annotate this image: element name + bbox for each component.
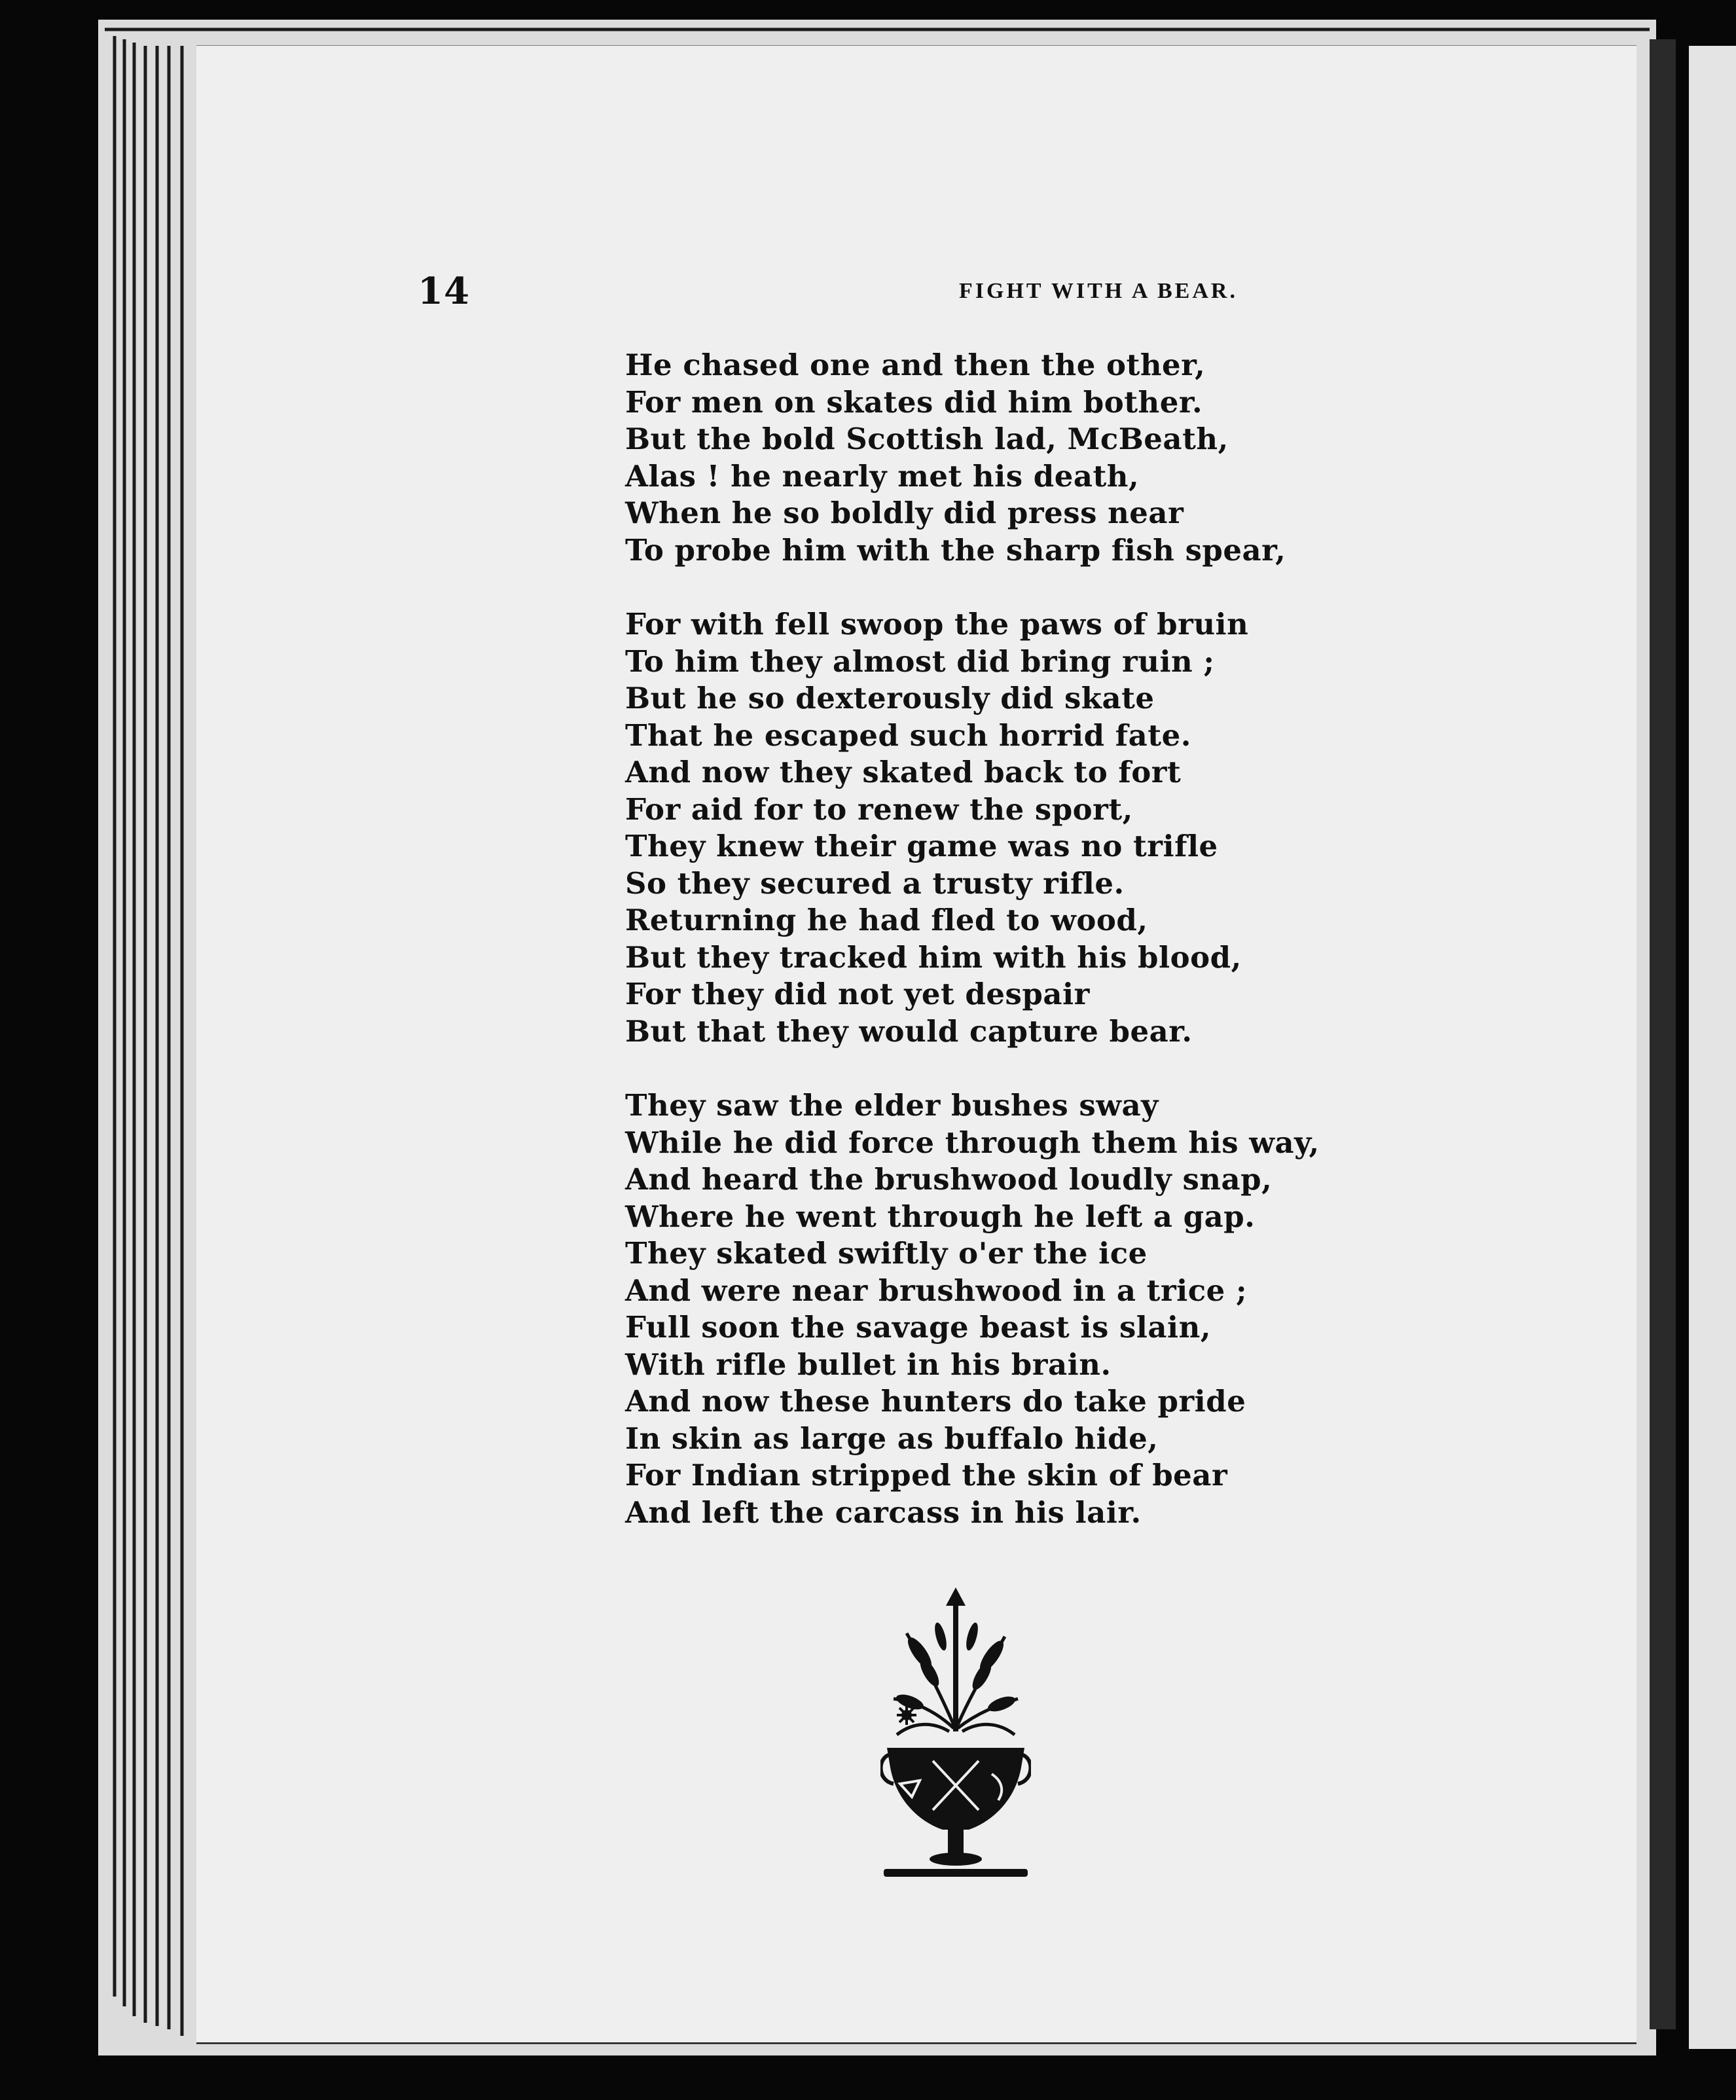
poem-line: For they did not yet despair bbox=[625, 977, 1090, 1011]
poem-line: For aid for to renew the sport, bbox=[625, 791, 1133, 827]
stanza-2 bbox=[625, 606, 1555, 1050]
flower-vase-icon bbox=[880, 1587, 1031, 1889]
poem-line: With rifle bullet in his brain. bbox=[625, 1347, 1112, 1382]
poem-line: That he escaped such horrid fate. bbox=[625, 717, 1191, 753]
poem-line: Where he went through he left a gap. bbox=[625, 1199, 1256, 1234]
poem-line: Returning he had fled to wood, bbox=[625, 903, 1148, 937]
poem-line: But he so dexterously did skate bbox=[625, 681, 1155, 715]
book-page bbox=[196, 46, 1637, 2042]
stanza-1 bbox=[625, 347, 1555, 569]
poem-line: But that they would capture bear. bbox=[625, 1013, 1193, 1049]
poem-line: And left the carcass in his lair. bbox=[625, 1494, 1142, 1530]
poem-line: Alas ! he nearly met his death, bbox=[625, 458, 1140, 494]
page-number: 14 bbox=[418, 270, 470, 313]
poem-line: And now these hunters do take pride bbox=[625, 1384, 1246, 1419]
poem-line: In skin as large as buffalo hide, bbox=[625, 1421, 1159, 1456]
poem-line: They knew their game was no trifle bbox=[625, 829, 1218, 863]
poem-line: While he did force through them his way, bbox=[625, 1125, 1320, 1160]
stanza-3 bbox=[625, 1087, 1555, 1531]
poem-body bbox=[625, 347, 1555, 1568]
poem-line: Full soon the savage beast is slain, bbox=[625, 1310, 1212, 1345]
poem-line: He chased one and then the other, bbox=[625, 348, 1206, 382]
poem-line: For men on skates did him bother. bbox=[625, 384, 1203, 420]
page-header bbox=[196, 272, 1637, 311]
poem-line: So they secured a trusty rifle. bbox=[625, 865, 1125, 901]
poem-line: But they tracked him with his blood, bbox=[625, 939, 1242, 975]
running-title: FIGHT WITH A BEAR. bbox=[959, 279, 1238, 303]
poem-line: And now they skated back to fort bbox=[625, 755, 1182, 789]
poem-line: For Indian stripped the skin of bear bbox=[625, 1458, 1228, 1493]
poem-line: For with fell swoop the paws of bruin bbox=[625, 607, 1249, 642]
poem-line: They skated swiftly o'er the ice bbox=[625, 1236, 1148, 1271]
poem-line: But the bold Scottish lad, McBeath, bbox=[625, 422, 1229, 456]
poem-line: To probe him with the sharp fish spear, bbox=[625, 532, 1286, 568]
poem-line: To him they almost did bring ruin ; bbox=[625, 643, 1215, 679]
poem-line: They saw the elder bushes sway bbox=[625, 1088, 1159, 1123]
poem-line: When he so boldly did press near bbox=[625, 496, 1184, 530]
poem-line: And heard the brushwood loudly snap, bbox=[625, 1162, 1273, 1197]
poem-line: And were near brushwood in a trice ; bbox=[625, 1273, 1248, 1308]
